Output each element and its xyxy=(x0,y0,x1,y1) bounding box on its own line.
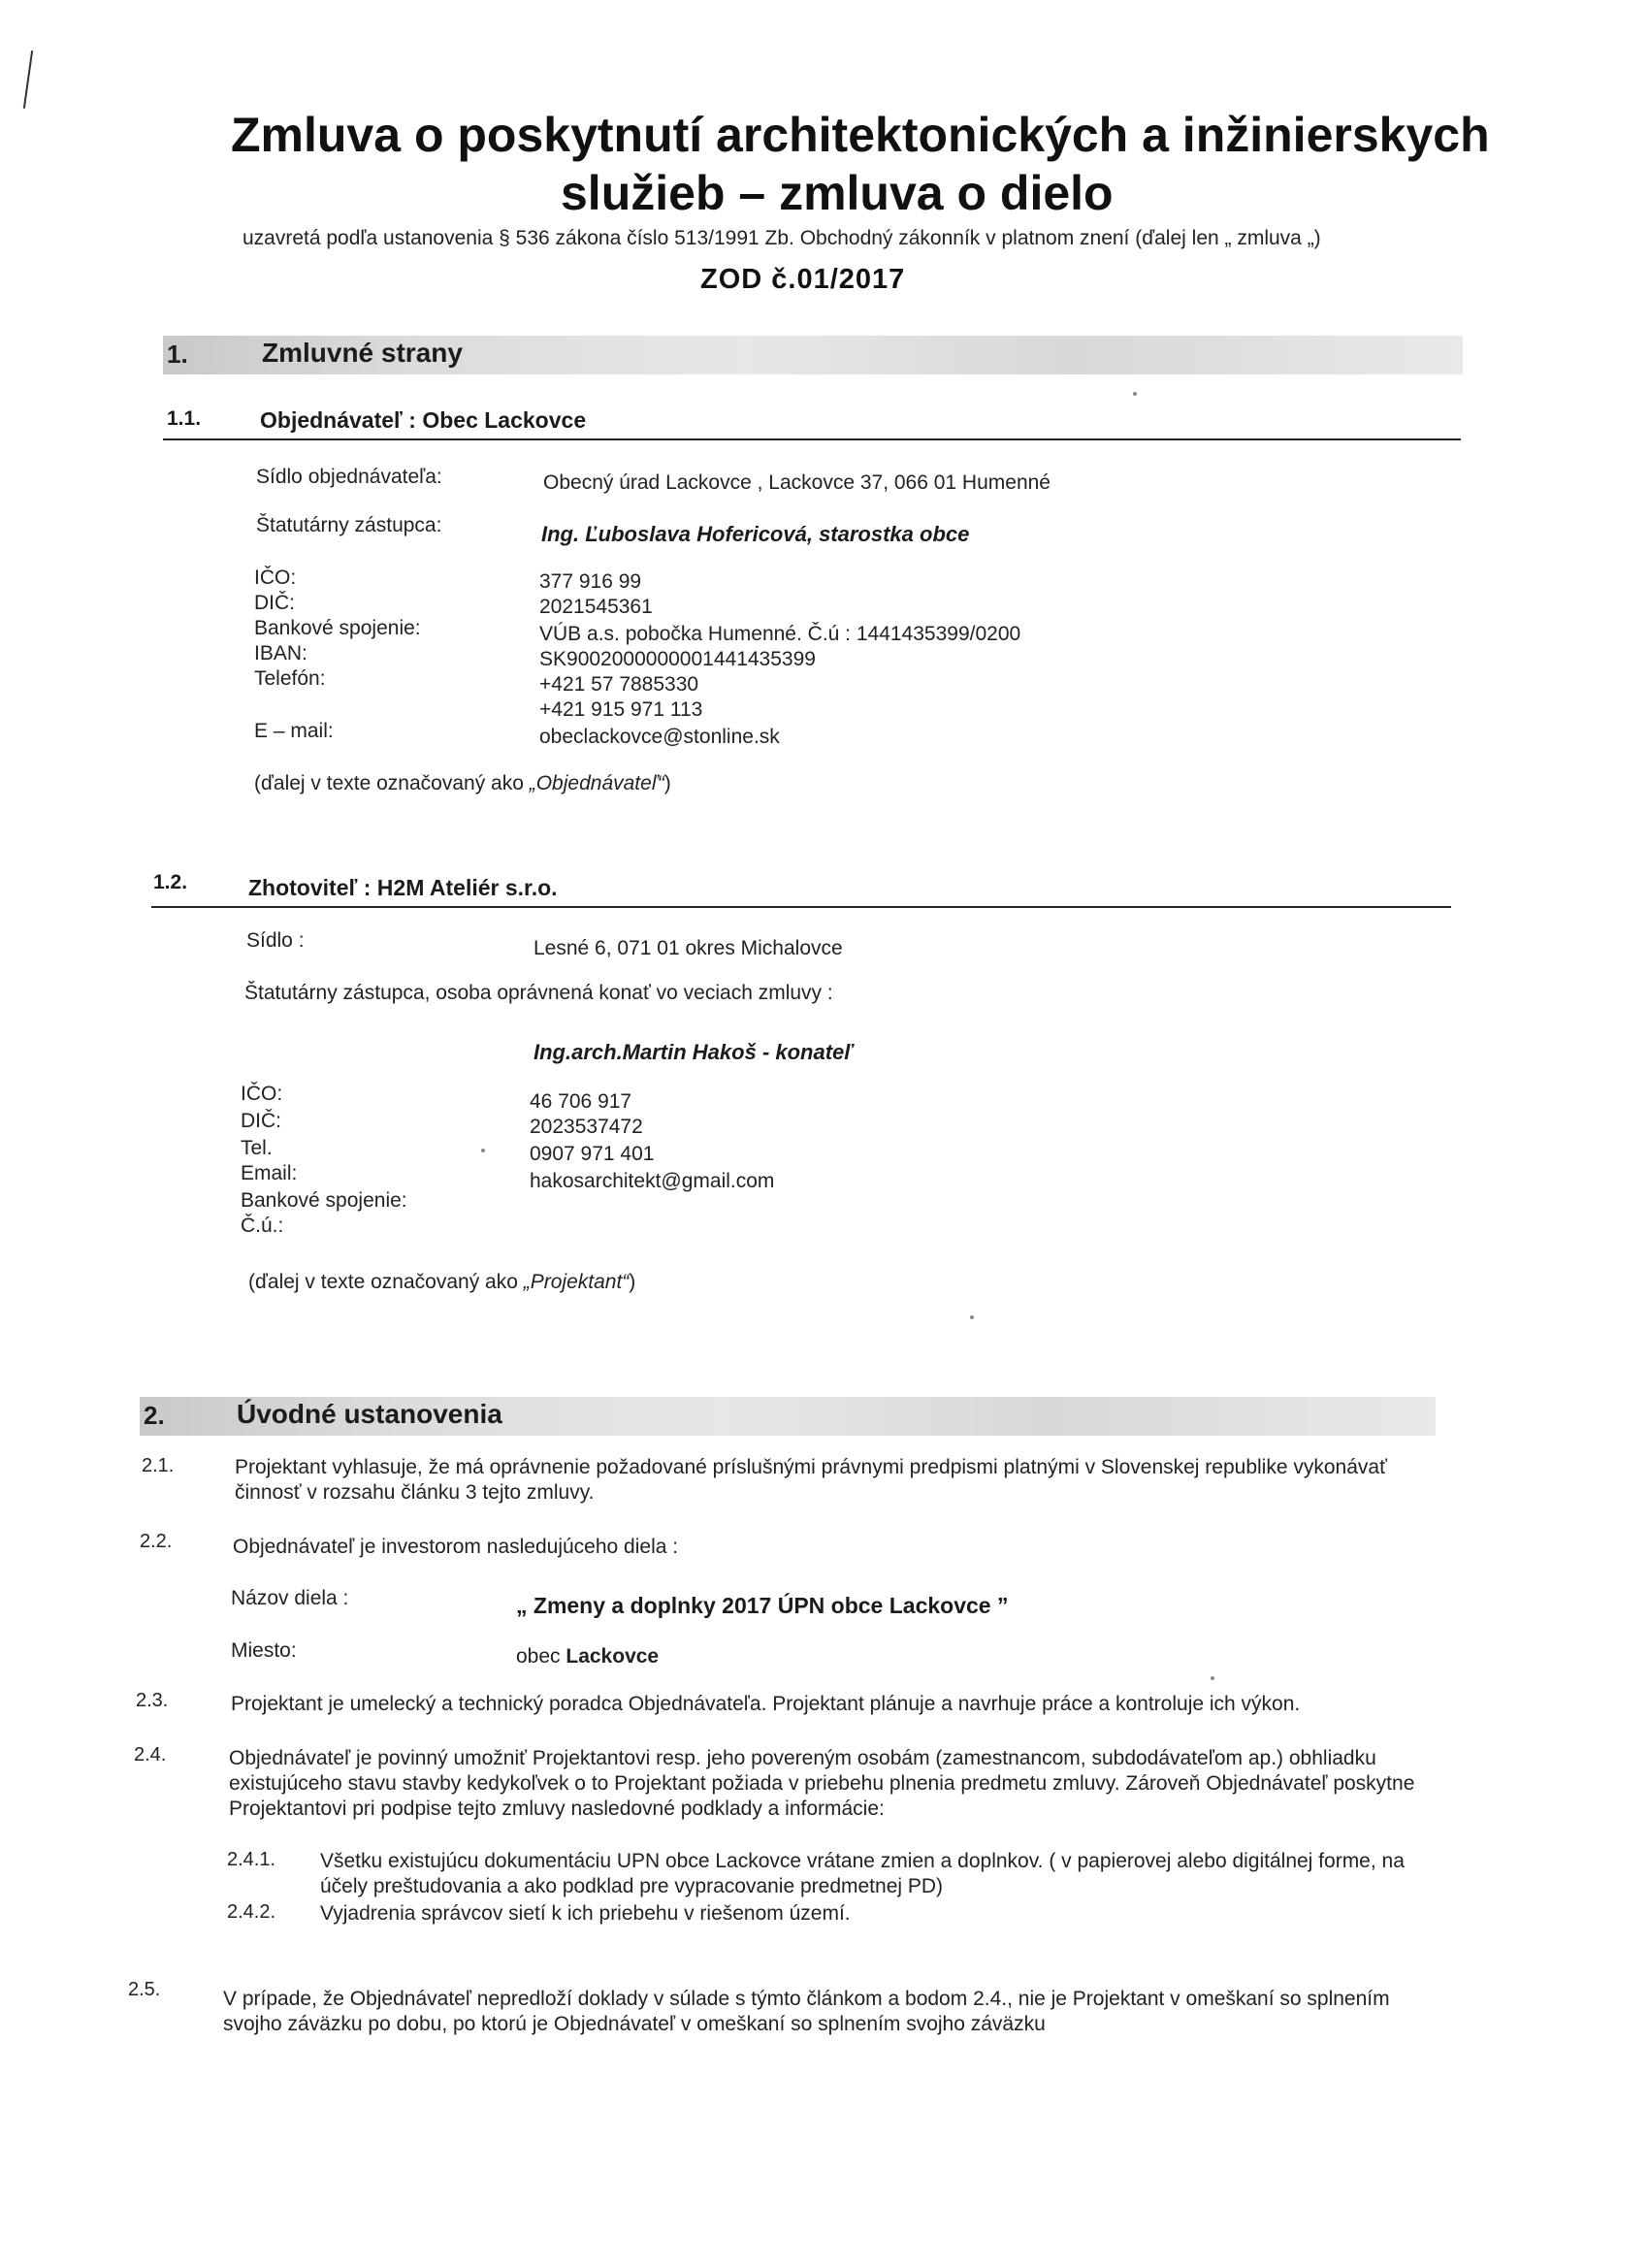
client-phone2-value: +421 915 971 113 xyxy=(539,698,703,721)
contractor-ico-value: 46 706 917 xyxy=(530,1090,632,1113)
client-bank-value: VÚB a.s. pobočka Humenné. Č.ú : 1441435399/0200 xyxy=(539,623,1021,645)
contractor-email-label: Email: xyxy=(241,1162,298,1184)
contractor-note-prefix: (ďalej v texte označovaný ako xyxy=(248,1271,524,1293)
client-iban-label: IBAN: xyxy=(254,642,307,664)
work-name-value: „ Zmeny a doplnky 2017 ÚPN obce Lackovce ” xyxy=(516,1593,1009,1618)
scan-speck xyxy=(481,1149,485,1152)
client-rep-value: Ing. Ľuboslava Hofericová, starostka obce xyxy=(541,522,970,546)
clause-2-4-1-number: 2.4.1. xyxy=(227,1849,276,1870)
clause-2-3-text: Projektant je umelecký a technický poradca Objednávateľa. Projektant plánuje a navrhuje práce a kontroluje ich výkon. xyxy=(231,1693,1301,1715)
pen-mark xyxy=(23,50,33,109)
contractor-note-suffix: ) xyxy=(629,1271,636,1293)
client-iban-value: SK9002000000001441435399 xyxy=(539,648,816,670)
client-dic-value: 2021545361 xyxy=(539,596,653,618)
client-underline xyxy=(163,438,1461,440)
contract-number: ZOD č.01/2017 xyxy=(700,264,906,295)
client-phone-label: Telefón: xyxy=(254,667,326,690)
document-title-line1: Zmluva o poskytnutí architektonických a inžinierskych xyxy=(231,108,1490,162)
section-2-title: Úvodné ustanovenia xyxy=(237,1399,502,1429)
client-email-value: obeclackovce@stonline.sk xyxy=(539,726,780,748)
place-value xyxy=(516,1645,659,1669)
clause-2-1-number: 2.1. xyxy=(142,1455,175,1476)
document-subtitle: uzavretá podľa ustanovenia § 536 zákona číslo 513/1991 Zb. Obchodný zákonník v platnom znení (ďalej len „ zmluva „) xyxy=(242,227,1321,249)
section-1-number: 1. xyxy=(167,340,188,369)
client-phone-value: +421 57 7885330 xyxy=(539,673,699,696)
section-2-number: 2. xyxy=(144,1401,165,1430)
contractor-designation-note xyxy=(248,1271,635,1294)
client-rep-label: Štatutárny zástupca: xyxy=(256,514,442,536)
clause-2-5-text: V prípade, že Objednávateľ nepredloží doklady v súlade s týmto článkom a bodom 2.4., nie je Projektant v omeškaní so splnením svojho záväzku po dobu, po ktorú je Objednávateľ v omeškaní so splnením svojho záväzku xyxy=(223,1988,1390,2035)
scan-speck xyxy=(970,1315,974,1319)
work-name-label: Názov diela : xyxy=(231,1587,349,1609)
clause-2-3-number: 2.3. xyxy=(136,1690,169,1711)
contractor-seat-value: Lesné 6, 071 01 okres Michalovce xyxy=(534,937,843,959)
place-name: Lackovce xyxy=(566,1645,660,1668)
place-label: Miesto: xyxy=(231,1639,297,1662)
client-seat-label: Sídlo objednávateľa: xyxy=(256,466,442,488)
contractor-account-label: Č.ú.: xyxy=(241,1215,284,1237)
clause-2-4-2-text: Vyjadrenia správcov sietí k ich priebehu v riešenom území. xyxy=(320,1902,851,1925)
place-prefix: obec xyxy=(516,1645,566,1668)
clause-2-1-text: Projektant vyhlasuje, že má oprávnenie požadované príslušnými právnymi predpismi platnými v Slovenskej republike vykonávať činnosť v rozsahu článku 3 tejto zmluvy. xyxy=(235,1456,1387,1504)
section-1-title: Zmluvné strany xyxy=(262,338,463,368)
clause-2-5-number: 2.5. xyxy=(128,1979,161,2000)
contractor-heading: Zhotoviteľ : H2M Ateliér s.r.o. xyxy=(248,875,558,900)
clause-2-2-number: 2.2. xyxy=(140,1531,173,1552)
client-note-suffix: ) xyxy=(663,772,671,794)
clause-2-4-2-number: 2.4.2. xyxy=(227,1901,276,1923)
client-heading: Objednávateľ : Obec Lackovce xyxy=(260,407,587,433)
contractor-ico-label: IČO: xyxy=(241,1083,283,1105)
client-number: 1.1. xyxy=(167,407,202,430)
client-ico-value: 377 916 99 xyxy=(539,570,642,593)
client-dic-label: DIČ: xyxy=(254,592,295,614)
document-title-line2: služieb – zmluva o dielo xyxy=(561,166,1114,220)
clause-2-4-text: Objednávateľ je povinný umožniť Projektantovi resp. jeho povereným osobám (zamestnancom, subdodávateľom ap.) obhliadku existujúceho stavu stavby kedykoľvek o to Projektant požiada v priebehu plnenia predmetu zmluvy. Zároveň Objednávateľ poskytne Projektantovi pri podpise tejto zmluvy nasledovné podklady a informácie: xyxy=(229,1747,1415,1820)
contractor-email-value: hakosarchitekt@gmail.com xyxy=(530,1170,775,1192)
contractor-rep-line: Štatutárny zástupca, osoba oprávnená konať vo veciach zmluvy : xyxy=(244,982,833,1004)
contractor-tel-value: 0907 971 401 xyxy=(530,1143,655,1165)
contractor-tel-label: Tel. xyxy=(241,1137,273,1159)
client-designation-note xyxy=(254,772,671,795)
clause-2-4-number: 2.4. xyxy=(134,1744,167,1766)
client-note-prefix: (ďalej v texte označovaný ako xyxy=(254,772,530,794)
client-email-label: E – mail: xyxy=(254,720,334,742)
client-ico-label: IČO: xyxy=(254,567,297,589)
contractor-dic-value: 2023537472 xyxy=(530,1116,643,1138)
clause-2-4-1-text: Všetku existujúcu dokumentáciu UPN obce Lackovce vrátane zmien a doplnkov. ( v papierovej alebo digitálnej forme, na účely preštudovania a ako podklad pre vypracovanie predmetnej PD) xyxy=(320,1850,1405,1897)
scan-speck xyxy=(1211,1676,1214,1680)
contractor-underline xyxy=(151,906,1451,908)
contractor-seat-label: Sídlo : xyxy=(246,929,305,952)
contractor-rep-value: Ing.arch.Martin Hakoš - konateľ xyxy=(534,1040,854,1064)
scan-speck xyxy=(1133,392,1137,396)
contractor-bank-label: Bankové spojenie: xyxy=(241,1189,407,1212)
contractor-note-term: „Projektant“ xyxy=(523,1271,630,1293)
contractor-dic-label: DIČ: xyxy=(241,1110,281,1132)
client-bank-label: Bankové spojenie: xyxy=(254,617,421,639)
client-seat-value: Obecný úrad Lackovce , Lackovce 37, 066 01 Humenné xyxy=(543,471,1051,494)
contractor-number: 1.2. xyxy=(153,871,188,893)
client-note-term: „Objednávateľ“ xyxy=(529,772,664,794)
clause-2-2-text: Objednávateľ je investorom nasledujúceho diela : xyxy=(233,1536,679,1558)
